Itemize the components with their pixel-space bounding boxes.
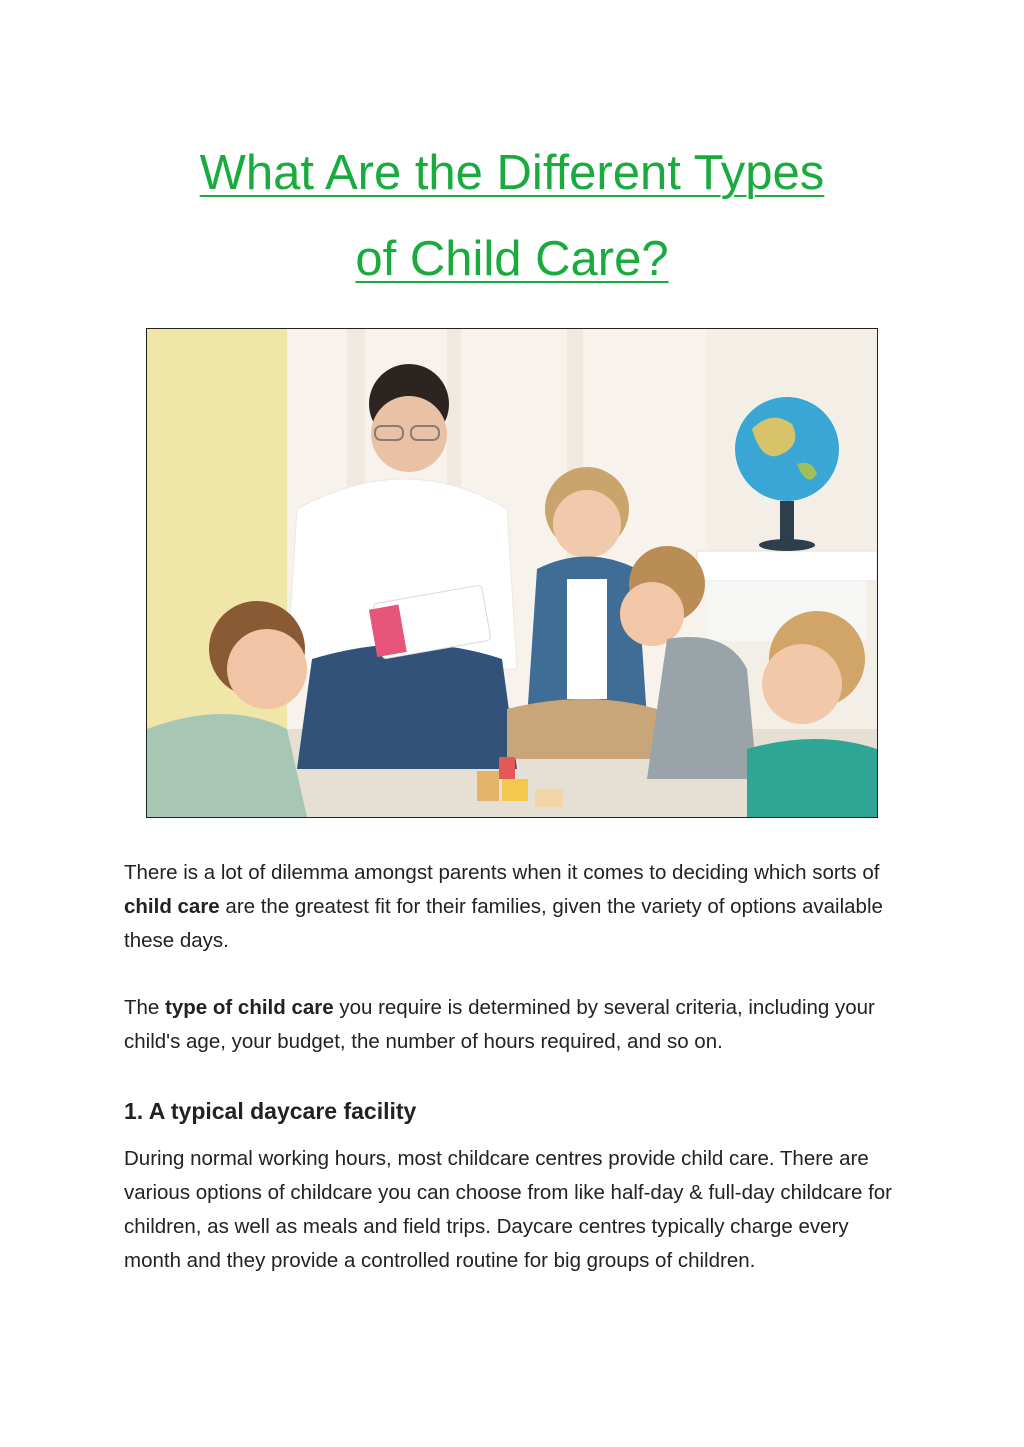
section-heading-daycare: 1. A typical daycare facility <box>124 1098 417 1124</box>
page-title[interactable] <box>80 130 944 302</box>
intro-text-2: are the greatest fit for their families, given the variety of options available these days. <box>124 895 883 952</box>
criteria-bold-type-of-child-care: type of child care <box>165 996 334 1019</box>
criteria-text-2: you require is determined by several criteria, including your child's age, your budget, the number of hours required, and so on. <box>124 996 875 1053</box>
shelf <box>697 551 877 581</box>
girl-shirt-left <box>147 714 307 817</box>
criteria-paragraph <box>124 991 904 1059</box>
intro-paragraph <box>124 856 904 958</box>
criteria-text-1: The <box>124 996 166 1019</box>
title-line-2[interactable]: of Child Care? <box>355 232 669 286</box>
teacher-jeans <box>297 644 517 769</box>
teacher-face <box>371 396 447 472</box>
hero-image <box>146 328 878 818</box>
title-line-1[interactable]: What Are the Different Types <box>199 146 825 200</box>
daycare-paragraph: During normal working hours, most childcare centres provide child care. There are various options of childcare you can choose from like half-day & full-day childcare for children, as well as meals and field trips. Daycare centres typically charge every month and they provide a controlled routine for big groups of children. <box>124 1147 892 1272</box>
intro-bold-child-care: child care <box>124 895 220 918</box>
intro-text-1: There is a lot of dilemma amongst parents when it comes to deciding which sorts of <box>124 861 880 884</box>
girl-shirt-right <box>747 739 877 817</box>
hero-illustration <box>147 329 877 817</box>
boy-face <box>553 490 621 558</box>
